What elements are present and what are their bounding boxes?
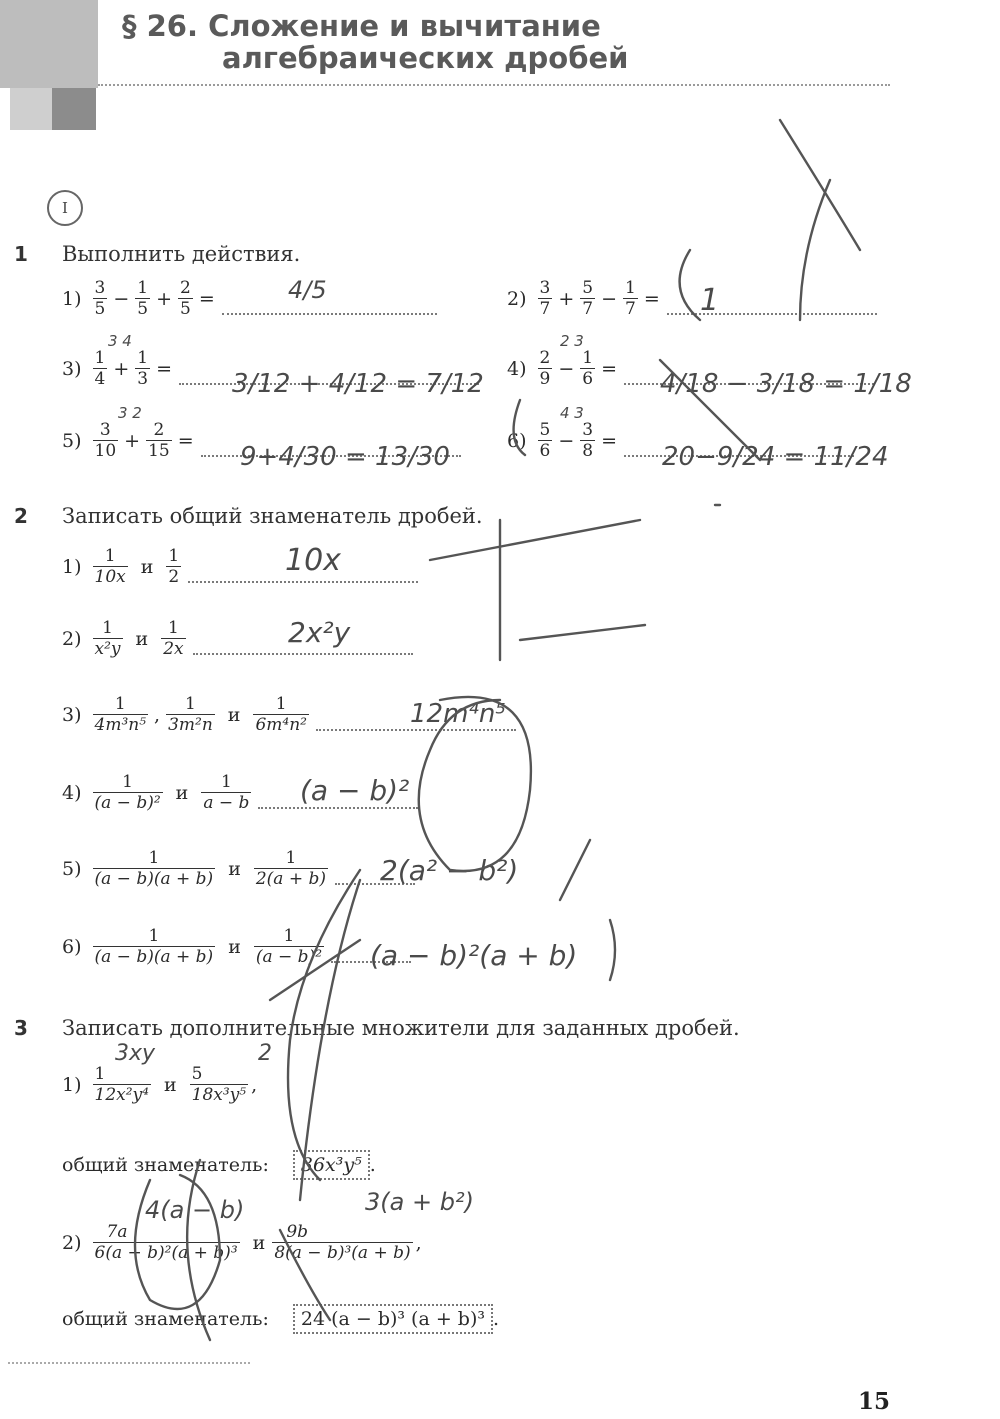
- task2-title: Записать общий знаменатель дробей.: [62, 504, 483, 528]
- denominator: 8(a − b)³(a + b): [274, 1243, 411, 1263]
- denominator: (a − b)²: [94, 793, 161, 813]
- item-label: 3): [62, 703, 82, 726]
- hand-answer-2-1: 10x: [285, 543, 341, 578]
- task1-item-6: [507, 420, 854, 461]
- section-title-line2: алгебраических дробей: [222, 41, 629, 75]
- item-label: 5): [62, 429, 82, 452]
- hand-marks-1-3: 3 4: [108, 332, 132, 350]
- numerator: 1: [167, 618, 179, 638]
- header-dark-block: [52, 88, 96, 130]
- task1-title: Выполнить действия.: [62, 242, 301, 266]
- task2-item-3: [62, 694, 516, 735]
- comma: ,: [251, 1073, 258, 1096]
- numerator: 5: [539, 420, 551, 440]
- numerator: 2: [180, 278, 191, 298]
- hand-marks-1-6: 4 3: [560, 404, 584, 422]
- hand-marks-1-5: 3 2: [118, 404, 142, 422]
- item-label: 6): [62, 935, 82, 958]
- fraction: [166, 546, 181, 587]
- denominator: 6(a − b)²(a + b)³: [94, 1243, 238, 1263]
- fraction: [93, 772, 163, 813]
- denominator: 7: [539, 299, 551, 319]
- fraction: [580, 420, 595, 461]
- numerator: 1: [137, 278, 149, 298]
- fraction: [190, 1064, 248, 1105]
- hand-multiplier-3-2a: 4(a − b): [145, 1196, 245, 1224]
- denominator: 12x²y⁴: [94, 1085, 149, 1105]
- answer-line[interactable]: [201, 454, 461, 457]
- task1-item-5: [62, 420, 461, 461]
- numerator: 1: [285, 848, 297, 868]
- hand-answer-2-6: (a − b)²(a + b): [370, 939, 578, 972]
- fraction: [93, 694, 149, 735]
- equals: =: [198, 287, 215, 310]
- comma: ,: [415, 1231, 422, 1254]
- denominator: 8: [582, 441, 594, 461]
- numerator: 2: [539, 348, 551, 368]
- hand-answer-1-3: 3/12 + 4/12 = 7/12: [232, 369, 484, 399]
- hand-answer-2-5: 2(a² − b²): [380, 854, 519, 887]
- answer-line[interactable]: [188, 580, 418, 583]
- item-label: 2): [62, 627, 82, 650]
- numerator: 1: [114, 694, 126, 714]
- numerator: 3: [582, 420, 594, 440]
- task3-item-1: [62, 1064, 257, 1105]
- answer-line[interactable]: [624, 382, 874, 385]
- hand-answer-1-5: 9+4/30 = 13/30: [240, 442, 450, 472]
- section-title: [122, 10, 628, 74]
- common-denominator-box: 36x³y⁵: [293, 1150, 370, 1180]
- task2-number: 2: [14, 504, 28, 528]
- task2-item-4: [62, 772, 418, 813]
- and-word: и: [228, 935, 241, 958]
- equals: =: [601, 357, 618, 380]
- task1-number: 1: [14, 242, 28, 266]
- item-label: 1): [62, 287, 82, 310]
- fraction: [93, 348, 108, 389]
- fraction: [538, 348, 553, 389]
- fraction: [93, 926, 216, 967]
- numerator: 1: [625, 278, 636, 298]
- numerator: 1: [148, 926, 160, 946]
- fraction: [254, 848, 328, 889]
- answer-line[interactable]: [667, 312, 877, 315]
- item-label: 4): [62, 781, 82, 804]
- denominator: 6m⁴n²: [255, 715, 307, 735]
- page-number: 15: [858, 1388, 891, 1415]
- item-label: 5): [62, 857, 82, 880]
- denominator: (a − b)²: [255, 947, 323, 967]
- numerator: 1: [122, 772, 133, 792]
- fraction: [272, 1222, 412, 1263]
- item-label: 2): [62, 1231, 82, 1254]
- section-title-line1: § 26. Сложение и вычитание: [122, 9, 601, 43]
- item-label: 6): [507, 429, 527, 452]
- and-word: и: [227, 703, 241, 726]
- numerator: 9b: [286, 1222, 309, 1242]
- numerator: 1: [168, 546, 180, 566]
- numerator: 3: [99, 420, 111, 440]
- equals: =: [156, 357, 173, 380]
- answer-line[interactable]: [316, 728, 516, 731]
- fraction: [93, 278, 108, 319]
- task1-item-2: [507, 278, 877, 319]
- denominator: (a − b)(a + b): [94, 869, 214, 889]
- operator: −: [601, 287, 618, 310]
- denominator: 6: [539, 441, 551, 461]
- equals: =: [601, 429, 618, 452]
- and-word: и: [140, 555, 154, 578]
- variant-badge: I: [47, 190, 83, 226]
- denominator: 10: [94, 441, 117, 461]
- operator: +: [156, 287, 173, 310]
- denominator: 2x: [163, 639, 184, 659]
- numerator: 1: [104, 546, 116, 566]
- numerator: 1: [148, 848, 160, 868]
- task3-common-2: [62, 1304, 499, 1334]
- hand-answer-1-1: 4/5: [288, 276, 327, 304]
- hand-answer-1-2: 1: [700, 283, 720, 318]
- hand-multiplier-3-2b: 3(a + b²): [365, 1188, 474, 1216]
- fraction: [538, 278, 553, 319]
- item-label: 2): [507, 287, 527, 310]
- numerator: 3: [94, 278, 106, 298]
- task1-item-1: [62, 278, 437, 319]
- fraction: [253, 694, 309, 735]
- and-word: и: [175, 781, 189, 804]
- answer-line[interactable]: [331, 960, 411, 963]
- fraction: [135, 278, 150, 319]
- fraction: [135, 348, 150, 389]
- operator: −: [558, 357, 575, 380]
- and-word: и: [163, 1073, 177, 1096]
- denominator: a − b: [203, 793, 250, 813]
- denominator: 10x: [94, 567, 126, 587]
- denominator: 4m³n⁵: [94, 715, 147, 735]
- numerator: 1: [275, 694, 287, 714]
- fraction: [146, 420, 172, 461]
- header-gray-block: [0, 0, 98, 88]
- hand-answer-1-6: 20−9/24 = 11/24: [662, 442, 889, 472]
- answer-line[interactable]: [222, 312, 437, 315]
- item-label: 1): [62, 555, 82, 578]
- hand-answer-2-2: 2x²y: [288, 616, 351, 649]
- denominator: 7: [582, 299, 594, 319]
- operator: +: [113, 357, 130, 380]
- operator: +: [558, 287, 575, 310]
- denominator: (a − b)(a + b): [94, 947, 214, 967]
- fraction: [623, 278, 638, 319]
- fraction: [93, 420, 119, 461]
- answer-line[interactable]: [335, 882, 415, 885]
- answer-line[interactable]: [179, 382, 479, 385]
- item-label: 1): [62, 1073, 82, 1096]
- task3-common-1: [62, 1150, 376, 1180]
- fraction: [93, 1064, 151, 1105]
- numerator: 1: [220, 772, 232, 792]
- numerator: 1: [102, 618, 113, 638]
- fraction: [178, 278, 193, 319]
- period: .: [369, 1154, 376, 1176]
- numerator: 2: [153, 420, 165, 440]
- denominator: 2(a + b): [255, 869, 327, 889]
- hand-answer-1-4: 4/18 − 3/18 = 1/18: [660, 369, 912, 399]
- fraction: [580, 348, 595, 389]
- denominator: x²y: [94, 639, 121, 659]
- denominator: 3m²n: [168, 715, 213, 735]
- fraction: [538, 420, 553, 461]
- fraction: [254, 926, 324, 967]
- denominator: 2: [168, 567, 180, 587]
- fraction: [166, 694, 215, 735]
- operator: +: [124, 429, 141, 452]
- numerator: 1: [94, 348, 106, 368]
- period: .: [492, 1308, 500, 1330]
- numerator: 1: [185, 694, 196, 714]
- common-denominator-label: общий знаменатель:: [62, 1154, 269, 1176]
- denominator: 5: [180, 299, 191, 319]
- task3-number: 3: [14, 1016, 28, 1040]
- item-label: 4): [507, 357, 527, 380]
- denominator: 15: [148, 441, 170, 461]
- denominator: 9: [539, 369, 551, 389]
- fraction: [93, 848, 216, 889]
- task3-item-2: [62, 1222, 422, 1263]
- task1-item-4: [507, 348, 874, 389]
- hand-answer-2-3: 12m⁴n⁵: [410, 699, 506, 729]
- equals: =: [177, 429, 194, 452]
- fraction: [580, 278, 595, 319]
- numerator: 1: [137, 348, 149, 368]
- denominator: 6: [582, 369, 594, 389]
- fraction: [93, 1222, 240, 1263]
- answer-line[interactable]: [193, 652, 413, 655]
- numerator: 7a: [106, 1222, 128, 1242]
- hand-answer-2-4: (a − b)²: [300, 774, 410, 807]
- numerator: 1: [94, 1064, 106, 1084]
- denominator: 3: [137, 369, 149, 389]
- fraction: [93, 618, 123, 659]
- fraction: [161, 618, 185, 659]
- operator: −: [558, 429, 575, 452]
- task1-item-3: [62, 348, 479, 389]
- task2-item-1: [62, 546, 418, 587]
- hand-marks-1-4: 2 3: [560, 332, 584, 350]
- answer-line[interactable]: [258, 806, 418, 809]
- denominator: 4: [94, 369, 106, 389]
- fraction: [93, 546, 128, 587]
- task2-item-6: [62, 926, 411, 967]
- denominator: 5: [137, 299, 149, 319]
- operator: −: [113, 287, 130, 310]
- numerator: 5: [191, 1064, 203, 1084]
- and-word: и: [228, 857, 241, 880]
- task3-title: Записать дополнительные множители для заданных дробей.: [62, 1016, 740, 1040]
- and-word: и: [135, 627, 149, 650]
- common-denominator-label: общий знаменатель:: [62, 1308, 269, 1330]
- common-denominator-box: 24 (a − b)³ (a + b)³: [293, 1304, 493, 1334]
- header-light-block: [10, 88, 52, 130]
- denominator: 5: [94, 299, 106, 319]
- task2-item-5: [62, 848, 415, 889]
- numerator: 1: [582, 348, 594, 368]
- comma: ,: [154, 703, 161, 726]
- footer-dotted-rule: [8, 1362, 250, 1364]
- hand-multiplier-3-1b: 2: [258, 1041, 272, 1066]
- and-word: и: [252, 1231, 266, 1254]
- item-label: 3): [62, 357, 82, 380]
- numerator: 5: [582, 278, 594, 298]
- answer-line[interactable]: [624, 454, 854, 457]
- numerator: 3: [539, 278, 551, 298]
- header-dotted-rule: [98, 84, 890, 86]
- denominator: 18x³y⁵: [191, 1085, 247, 1105]
- hand-multiplier-3-1a: 3xy: [115, 1041, 156, 1066]
- fraction: [201, 772, 251, 813]
- task2-item-2: [62, 618, 413, 659]
- equals: =: [643, 287, 660, 310]
- denominator: 7: [625, 299, 636, 319]
- numerator: 1: [283, 926, 295, 946]
